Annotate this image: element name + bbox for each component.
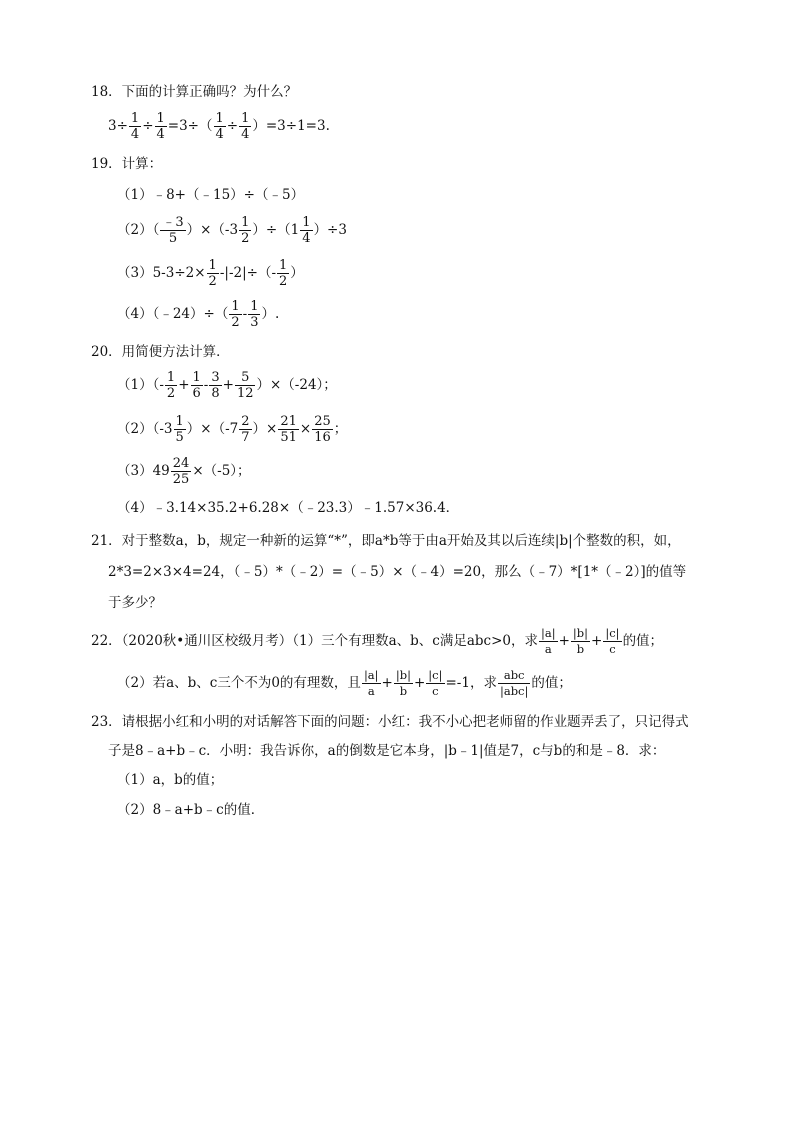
expr-text: ）×（-24）； xyxy=(256,377,337,393)
q19-title: 19．计算： xyxy=(91,156,163,172)
numerator: 1 xyxy=(215,111,224,126)
numerator: 1 xyxy=(166,370,176,385)
numerator: 1 xyxy=(208,258,217,273)
numerator: 1 xyxy=(279,258,288,273)
expr-text: （2）（-3 xyxy=(117,421,173,437)
denominator: a xyxy=(367,684,375,698)
fraction xyxy=(312,414,333,445)
numerator: 3 xyxy=(211,370,220,385)
fraction xyxy=(229,299,241,330)
numerator: |c| xyxy=(605,626,620,640)
denominator: 4 xyxy=(215,127,224,142)
expr-text: 的值； xyxy=(622,633,664,649)
denominator: b xyxy=(399,684,408,698)
denominator: a xyxy=(544,642,552,656)
q20-item-3 xyxy=(117,456,251,487)
numerator: abc xyxy=(498,668,530,684)
denominator: c xyxy=(432,684,439,698)
expr-text: ÷ xyxy=(142,118,154,134)
numerator: |a| xyxy=(541,626,556,640)
expr-text: ）÷3 xyxy=(313,222,347,238)
numerator: 25 xyxy=(314,414,331,429)
fraction xyxy=(165,370,177,401)
numerator: |c| xyxy=(428,668,443,682)
expr-text: ）×（-7 xyxy=(186,421,239,437)
expr-text: （4）（﹣24）÷（ xyxy=(117,306,229,322)
expr-text: + xyxy=(558,633,570,649)
fraction xyxy=(129,111,141,142)
fraction xyxy=(214,111,226,142)
expr-text: （3）5-3÷2× xyxy=(117,265,206,281)
denominator: 12 xyxy=(236,386,254,401)
expr-text: ） xyxy=(290,265,304,281)
q19-item-4 xyxy=(117,299,279,330)
fraction xyxy=(300,215,312,246)
denominator: 4 xyxy=(302,231,311,246)
expr-text: 的值； xyxy=(531,675,572,691)
fraction xyxy=(235,370,256,401)
numerator: 1 xyxy=(250,299,259,314)
q18-title: 18．下面的计算正确吗？为什么？ xyxy=(91,84,298,100)
denominator: b xyxy=(576,642,585,656)
q19-item-2 xyxy=(117,215,347,246)
fraction xyxy=(277,258,289,289)
expr-text: （2）若a、b、c三个不为0的有理数，且 xyxy=(117,675,361,691)
denominator: 4 xyxy=(241,127,250,142)
fraction xyxy=(155,111,167,142)
q20-item-1 xyxy=(117,370,337,401)
expr-text: - xyxy=(203,377,209,393)
numerator: 1 xyxy=(156,111,165,126)
expr-text: -|-2|÷（- xyxy=(219,265,277,281)
expr-text: ）÷（1 xyxy=(252,222,300,238)
expr-text: + xyxy=(178,377,190,393)
denominator: 2 xyxy=(166,386,176,401)
fraction xyxy=(248,299,260,330)
expr-text: =3÷（ xyxy=(167,118,213,134)
q19-item-1: （1）﹣8+（﹣15）÷（﹣5） xyxy=(117,187,305,203)
expr-text: =-1，求 xyxy=(445,675,497,691)
denominator: 2 xyxy=(241,231,250,246)
denominator: |abc| xyxy=(499,684,529,698)
q23-line-4: （2）8﹣a+b﹣c的值． xyxy=(117,802,265,818)
denominator: 2 xyxy=(279,274,288,289)
fraction xyxy=(362,668,381,699)
fraction xyxy=(239,215,251,246)
denominator: 16 xyxy=(314,430,331,445)
fraction xyxy=(174,414,186,445)
q21-line-1: 21．对于整数a，b，规定一种新的运算“*”，即a*b等于由a开始及其以后连续|b|个整数的积，如， xyxy=(91,533,681,549)
denominator: c xyxy=(609,642,616,656)
expr-text: - xyxy=(242,306,248,322)
denominator: 7 xyxy=(241,430,250,445)
fraction xyxy=(239,414,251,445)
fraction xyxy=(209,370,221,401)
denominator: 3 xyxy=(250,315,259,330)
denominator: 6 xyxy=(192,386,201,401)
q22-line-2 xyxy=(117,668,572,699)
numerator: 5 xyxy=(235,370,256,386)
numerator: 1 xyxy=(130,111,140,126)
expr-text: 3÷ xyxy=(108,118,128,134)
denominator: 4 xyxy=(130,127,140,142)
fraction xyxy=(171,456,192,487)
numerator: |a| xyxy=(363,668,379,682)
q18-expression xyxy=(108,111,330,142)
denominator: 5 xyxy=(168,231,178,246)
q21-line-2: 2*3=2×3×4=24，（﹣5）*（﹣2）=（﹣5）×（﹣4）=20，那么（﹣7）*[1*（﹣2）]的值等 xyxy=(108,564,687,580)
expr-text: （2）（ xyxy=(117,222,160,238)
expr-text: + xyxy=(591,633,603,649)
denominator: 8 xyxy=(211,386,220,401)
fraction xyxy=(394,668,413,699)
q23-line-1: 23．请根据小红和小明的对话解答下面的问题：小红：我不小心把老师留的作业题弄丢了，只记得式 xyxy=(91,714,689,730)
fraction xyxy=(539,626,558,657)
expr-text: ）. xyxy=(261,306,280,322)
expr-text: ×（-5）； xyxy=(192,463,251,479)
numerator: 1 xyxy=(241,111,250,126)
fraction xyxy=(426,668,444,699)
numerator: |b| xyxy=(395,668,411,682)
expr-text: （3）49 xyxy=(117,463,170,479)
fraction xyxy=(571,626,590,657)
numerator: 1 xyxy=(175,414,184,429)
numerator: |b| xyxy=(572,626,589,640)
expr-text: 22．（2020秋•通川区校级月考）（1）三个有理数a、b、c满足abc>0，求 xyxy=(91,633,538,649)
expr-text: （1）（- xyxy=(117,377,164,393)
numerator: ﹣3 xyxy=(162,215,184,230)
expr-text: ）×（-3 xyxy=(186,222,239,238)
expr-text: × xyxy=(299,421,312,437)
q23-line-2: 子是8﹣a+b﹣c．小明：我告诉你，a的倒数是它本身，|b﹣1|值是7，c与b的和是﹣8．求： xyxy=(108,743,666,759)
numerator: 1 xyxy=(302,215,311,230)
expr-text: + xyxy=(222,377,234,393)
fraction xyxy=(207,258,219,289)
numerator: 1 xyxy=(231,299,240,314)
fraction xyxy=(498,668,530,699)
q20-item-4: （4）﹣3.14×35.2+6.28×（﹣23.3）﹣1.57×36.4． xyxy=(117,500,460,516)
fraction xyxy=(191,370,203,401)
denominator: 5 xyxy=(175,430,184,445)
fraction xyxy=(278,414,299,445)
q20-item-2 xyxy=(117,414,347,445)
expr-text: ）=3÷1=3. xyxy=(252,118,330,134)
q22-line-1 xyxy=(91,626,663,657)
denominator: 25 xyxy=(172,472,190,487)
fraction xyxy=(160,215,185,246)
numerator: 2 xyxy=(241,414,250,429)
expr-text: + xyxy=(381,675,393,691)
denominator: 2 xyxy=(208,274,217,289)
numerator: 24 xyxy=(172,456,190,471)
denominator: 4 xyxy=(156,127,165,142)
numerator: 1 xyxy=(241,215,250,230)
expr-text: ÷ xyxy=(226,118,239,134)
expr-text: ）× xyxy=(252,421,278,437)
denominator: 2 xyxy=(231,315,240,330)
fraction xyxy=(603,626,621,657)
q21-line-3: 于多少？ xyxy=(108,595,162,611)
numerator: 21 xyxy=(280,414,297,429)
q23-line-3: （1）a，b的值； xyxy=(117,772,224,788)
fraction xyxy=(239,111,251,142)
expr-text: + xyxy=(413,675,426,691)
denominator: 51 xyxy=(280,430,297,445)
expr-text: ； xyxy=(333,421,348,437)
numerator: 1 xyxy=(192,370,201,385)
q20-title: 20．用简便方法计算． xyxy=(91,344,230,360)
q19-item-3 xyxy=(117,258,304,289)
